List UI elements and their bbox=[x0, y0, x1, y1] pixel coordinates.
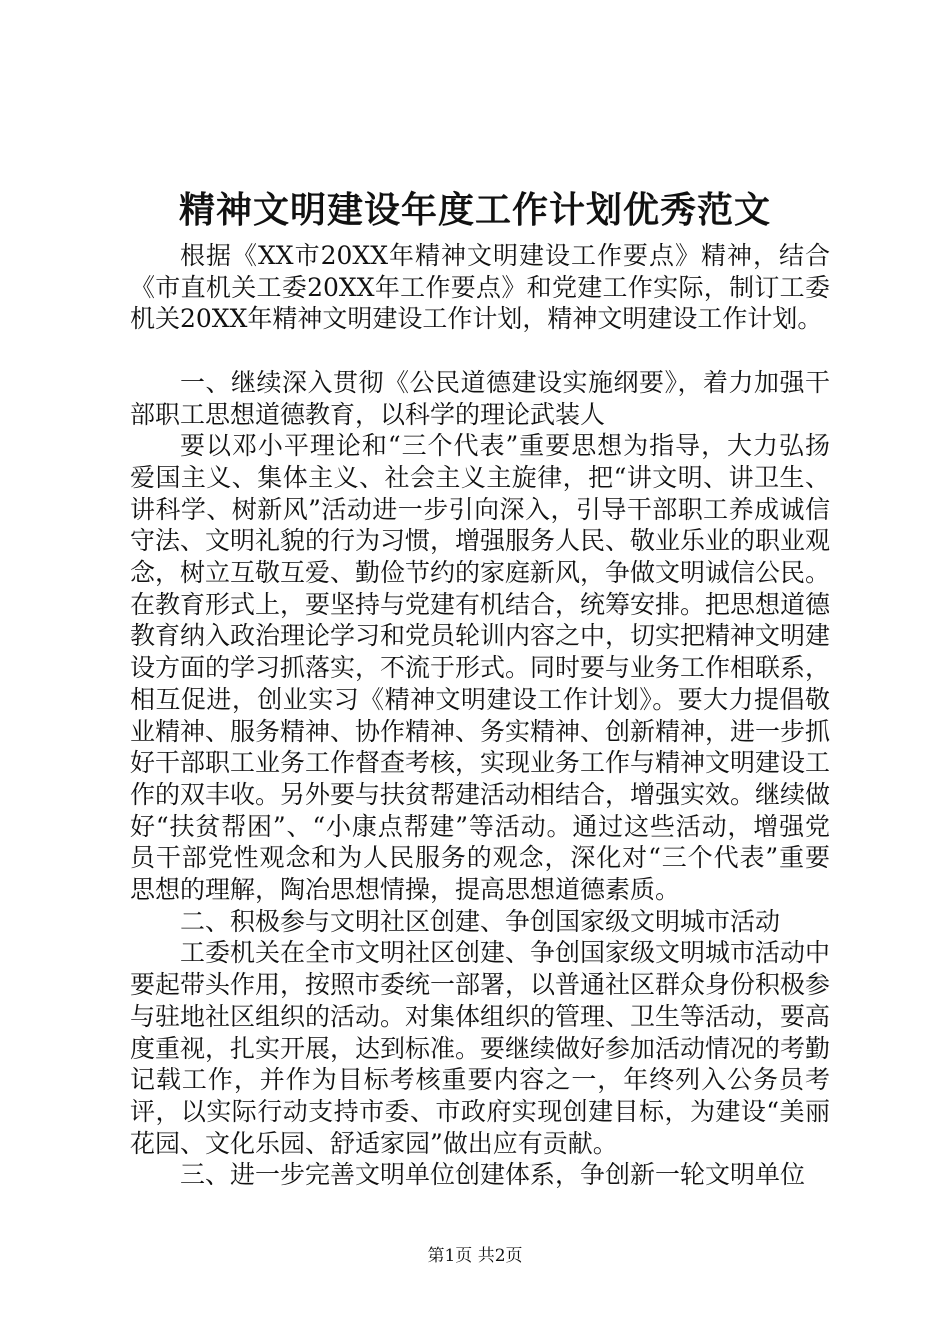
document-title: 精神文明建设年度工作计划优秀范文 bbox=[178, 189, 771, 231]
page-number-footer: 第1页 共2页 bbox=[427, 1246, 523, 1266]
section-heading-1: 一、继续深入贯彻《公民道德建设实施纲要》，着力加强干部职工思想道德教育，以科学的理论武装人 bbox=[130, 367, 830, 429]
section-body-1: 要以邓小平理论和“三个代表”重要思想为指导，大力弘扬爱国主义、集体主义、社会主义主旋律，把“讲文明、讲卫生、讲科学、树新风”活动进一步引向深入，引导干部职工养成诚信守法、文明礼貌的行为习惯，增强服务人民、敬业乐业的职业观念，树立互敬互爱、勤俭节约的家庭新风，争做文明诚信公民。在教育形式上，要坚持与党建有机结合，统筹安排。把思想道德教育纳入政治理论学习和党员轮训内容之中，切实把精神文明建设方面的学习抓落实，不流于形式。同时要与业务工作相联系，相互促进，创业实习《精神文明建设工作计划》。要大力提倡敬业精神、服务精神、协作精神、务实精神、创新精神，进一步抓好干部职工业务工作督查考核，实现业务工作与精神文明建设工作的双丰收。另外要与扶贫帮建活动相结合，增强实效。继续做好“扶贫帮困”、“小康点帮建”等活动。通过这些活动，增强党员干部党性观念和为人民服务的观念，深化对“三个代表”重要思想的理解，陶冶思想情操，提高思想道德素质。 bbox=[130, 431, 831, 905]
document-body bbox=[130, 240, 830, 1191]
section-body-2: 工委机关在全市文明社区创建、争创国家级文明城市活动中要起带头作用，按照市委统一部署，以普通社区群众身份积极参与驻地社区组织的活动。对集体组织的管理、卫生等活动，要高度重视，扎实开展，达到标准。要继续做好参加活动情况的考勤记载工作，并作为目标考核重要内容之一，年终列入公务员考评，以实际行动支持市委、市政府实现创建目标，为建设“美丽花园、文化乐园、舒适家园”做出应有贡献。 bbox=[130, 938, 831, 1158]
intro-paragraph: 根据《XX市20XX年精神文明建设工作要点》精神，结合《市直机关工委20XX年工作要点》和党建工作实际，制订工委机关20XX年精神文明建设工作计划，精神文明建设工作计划。 bbox=[130, 241, 830, 334]
section-heading-3: 三、进一步完善文明单位创建体系，争创新一轮文明单位 bbox=[180, 1160, 806, 1190]
section-heading-2: 二、积极参与文明社区创建、争创国家级文明城市活动 bbox=[180, 906, 781, 936]
